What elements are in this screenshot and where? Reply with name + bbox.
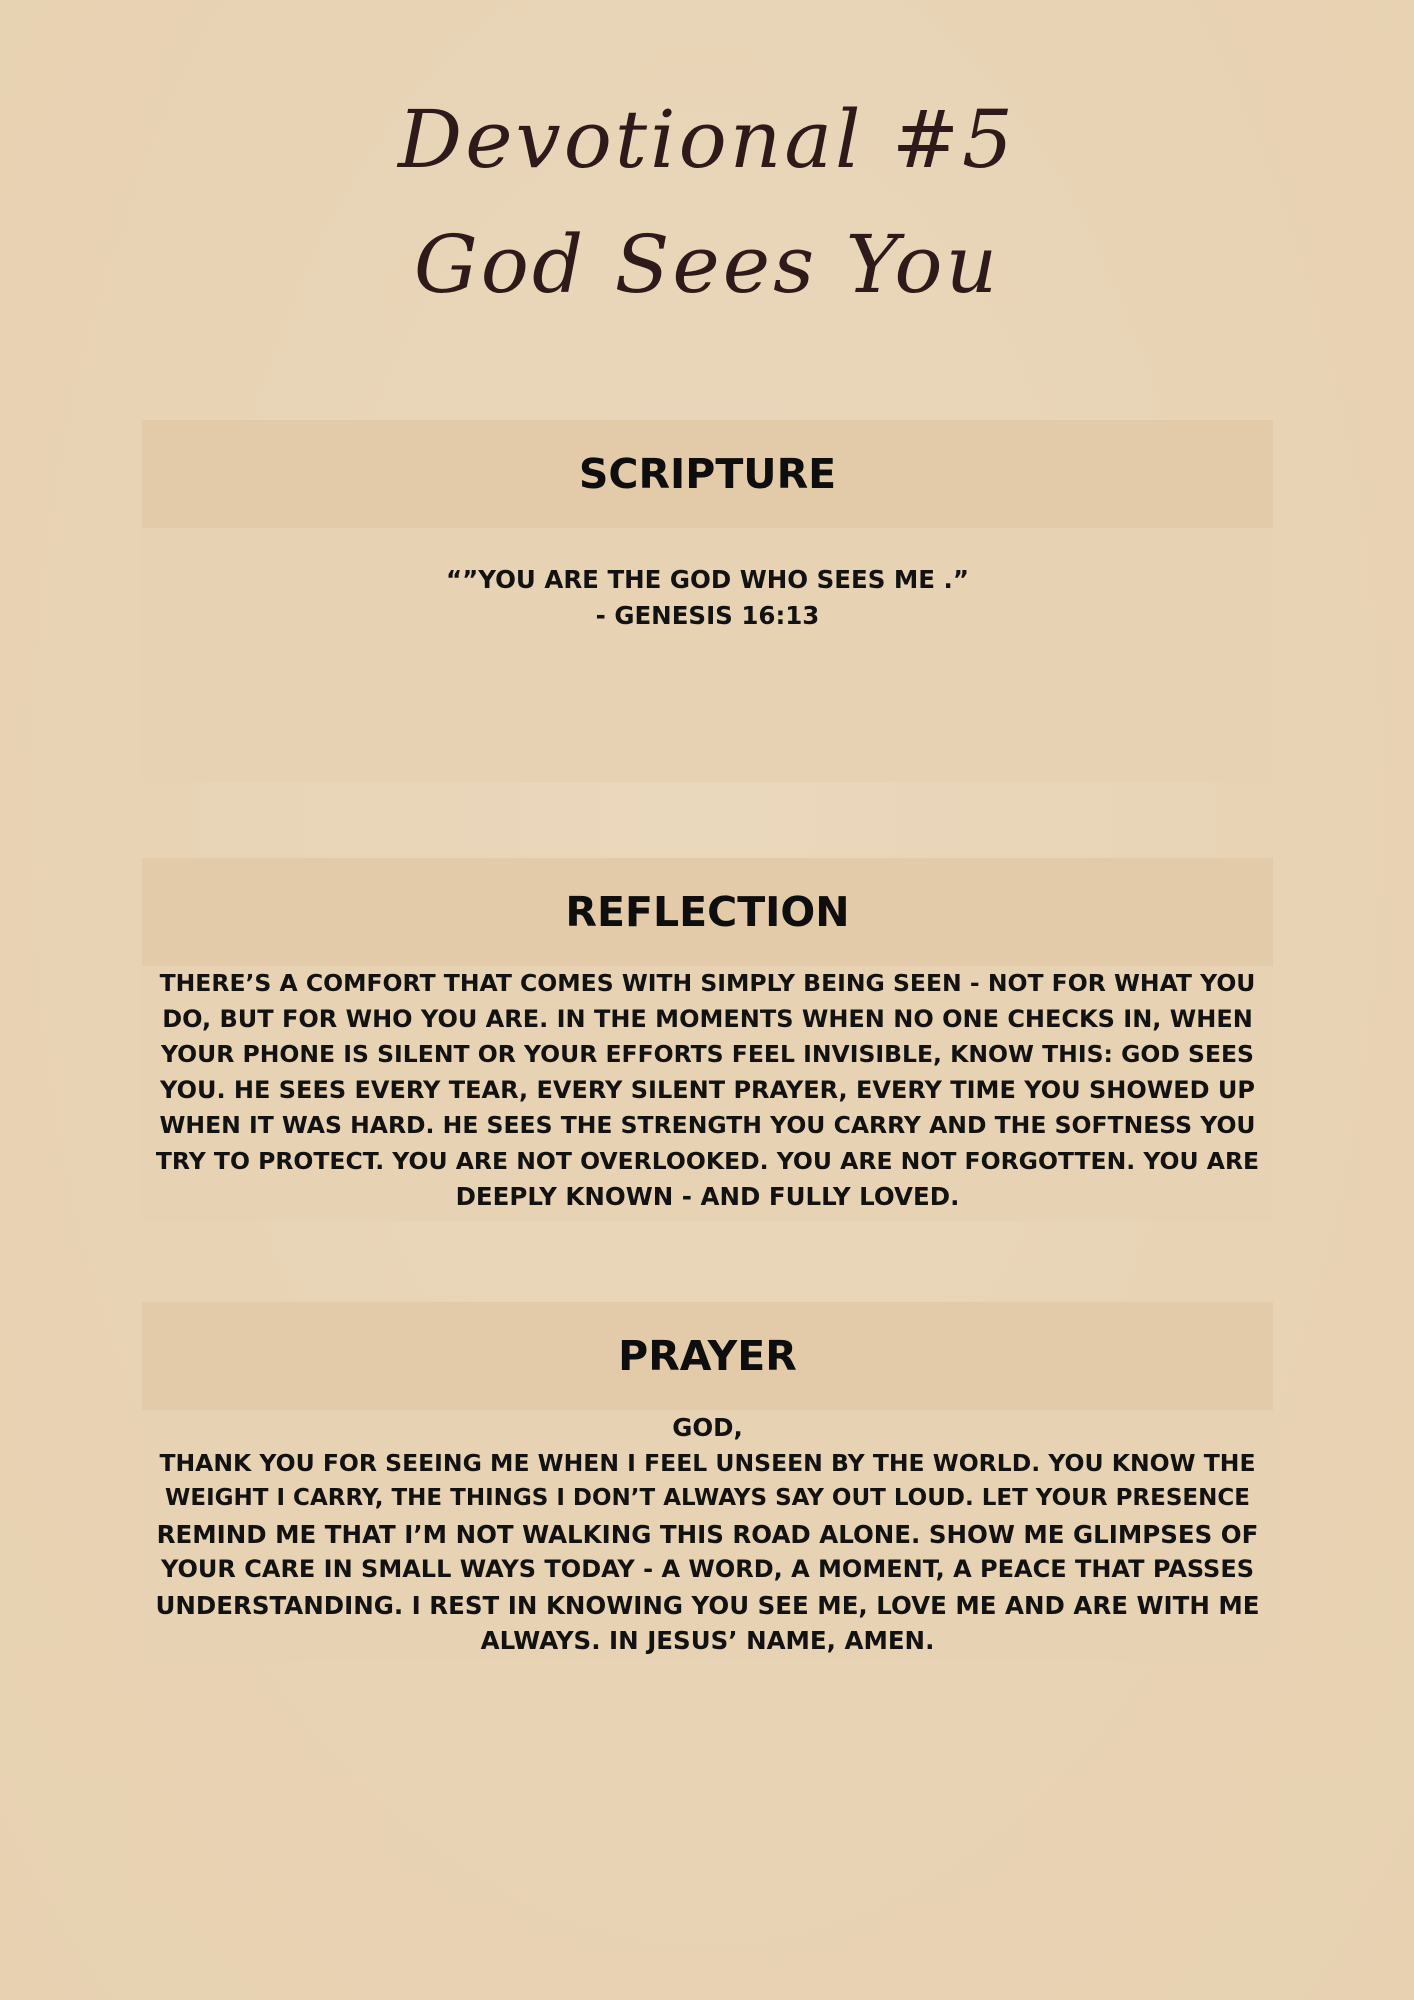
reflection-text-line: WHEN IT WAS HARD. HE SEES THE STRENGTH YOU CARRY AND THE SOFTNESS YOU xyxy=(159,1111,1256,1139)
reflection-text-line: TRY TO PROTECT. YOU ARE NOT OVERLOOKED. YOU ARE NOT FORGOTTEN. YOU ARE xyxy=(155,1146,1260,1175)
reflection-text-line: YOUR PHONE IS SILENT OR YOUR EFFORTS FEEL INVISIBLE, KNOW THIS: GOD SEES xyxy=(161,1040,1254,1068)
reflection-heading: REFLECTION xyxy=(142,858,1273,966)
prayer-text-line: THANK YOU FOR SEEING ME WHEN I FEEL UNSEEN BY THE WORLD. YOU KNOW THE xyxy=(159,1448,1256,1477)
prayer-text-line: YOUR CARE IN SMALL WAYS TODAY - A WORD, A MOMENT, A PEACE THAT PASSES xyxy=(161,1555,1254,1583)
prayer-text-line: ALWAYS. IN JESUS’ NAME, AMEN. xyxy=(480,1626,935,1655)
prayer-text-line: REMIND ME THAT I’M NOT WALKING THIS ROAD ALONE. SHOW ME GLIMPSES OF xyxy=(156,1519,1259,1549)
prayer-text-line: GOD, xyxy=(672,1413,743,1442)
prayer-text-line: UNDERSTANDING. I REST IN KNOWING YOU SEE ME, LOVE ME AND ARE WITH ME xyxy=(155,1590,1260,1620)
reflection-text-line: DEEPLY KNOWN - AND FULLY LOVED. xyxy=(455,1182,960,1211)
reflection-panel xyxy=(142,966,1273,1221)
reflection-text-line: THERE’S A COMFORT THAT COMES WITH SIMPLY BEING SEEN - NOT FOR WHAT YOU xyxy=(159,969,1256,997)
page-title: Devotional #5 xyxy=(398,93,1016,186)
prayer-heading: PRAYER xyxy=(142,1302,1273,1410)
page-subtitle: God Sees You xyxy=(413,218,1001,311)
scripture-quote: “”YOU ARE THE GOD WHO SEES ME .” xyxy=(446,565,969,594)
scripture-panel xyxy=(142,528,1273,782)
reflection-text-line: DO, BUT FOR WHO YOU ARE. IN THE MOMENTS WHEN NO ONE CHECKS IN, WHEN xyxy=(162,1004,1253,1033)
scripture-reference: - GENESIS 16:13 xyxy=(595,600,820,630)
scripture-heading: SCRIPTURE xyxy=(142,420,1273,528)
prayer-text-line: WEIGHT I CARRY, THE THINGS I DON’T ALWAYS SAY OUT LOUD. LET YOUR PRESENCE xyxy=(165,1485,1250,1511)
reflection-text-line: YOU. HE SEES EVERY TEAR, EVERY SILENT PRAYER, EVERY TIME YOU SHOWED UP xyxy=(160,1075,1255,1104)
prayer-panel xyxy=(142,1410,1273,1660)
